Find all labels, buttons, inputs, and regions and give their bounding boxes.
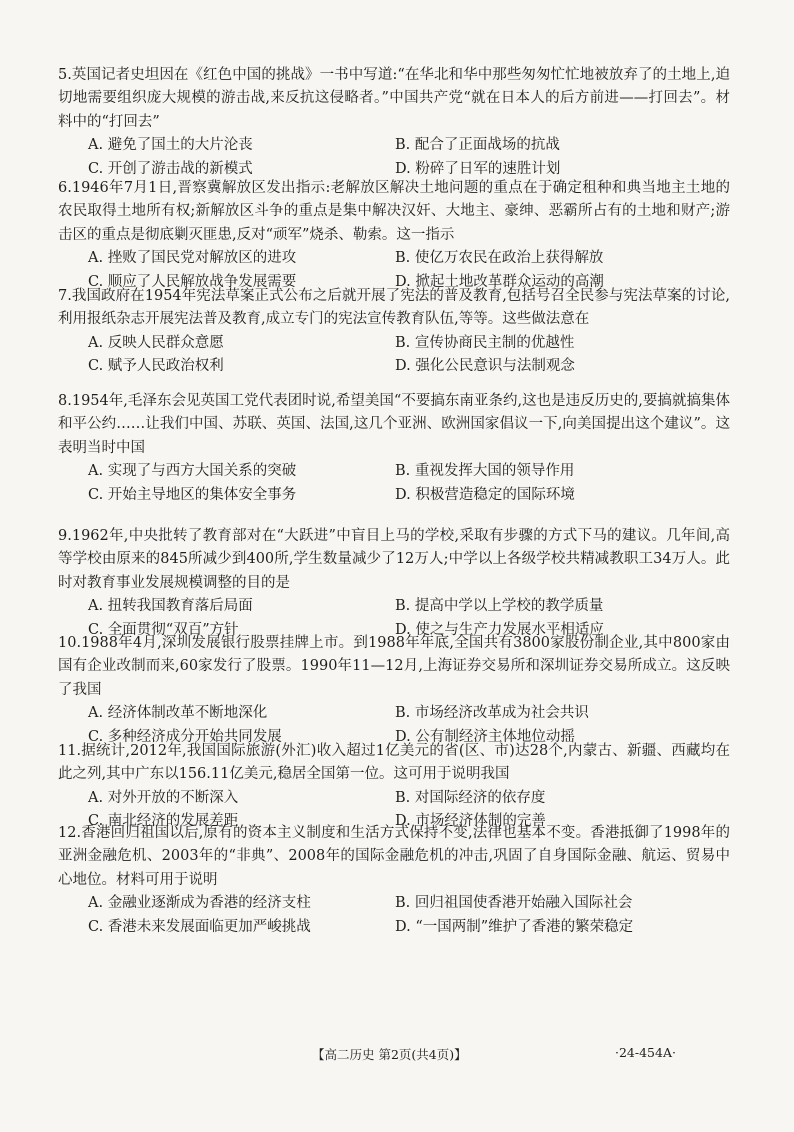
option-b: B. 提高中学以上学校的教学质量 bbox=[395, 598, 604, 615]
question-10 bbox=[58, 632, 730, 749]
question-9 bbox=[58, 525, 730, 642]
question-7 bbox=[58, 285, 730, 379]
option-c: C. 香港未来发展面临更加严峻挑战 bbox=[88, 918, 311, 935]
footer-exam-code: ·24-454A· bbox=[615, 1045, 676, 1060]
option-b: B. 对国际经济的依存度 bbox=[395, 789, 546, 806]
option-b: B. 使亿万农民在政治上获得解放 bbox=[395, 250, 604, 267]
option-a: A. 挫败了国民党对解放区的进攻 bbox=[88, 250, 297, 267]
question-number: 8. bbox=[58, 393, 72, 409]
question-8 bbox=[58, 390, 730, 507]
option-b: B. 配合了正面战场的抗战 bbox=[395, 137, 560, 154]
option-b: B. 回归祖国使香港开始融入国际社会 bbox=[395, 895, 633, 912]
question-text: 据统计,2012年,我国国际旅游(外汇)收入超过1亿美元的省(区、市)达28个,内蒙古、新疆、西藏均在此之列,其中广东以156.11亿美元,稳居全国第一位。这可用于说明我国 bbox=[58, 743, 730, 783]
question-text: 1946年7月1日,晋察冀解放区发出指示:老解放区解决土地问题的重点在于确定租种和典当地主土地的农民取得土地所有权;新解放区斗争的重点是集中解决汉奸、大地主、豪绅、恶霸所占有的土地和财产;游击区的重点是彻底剿灭匪患,反对“顽军”烧杀、勒索。这一指示 bbox=[58, 180, 730, 243]
options bbox=[88, 460, 730, 507]
option-d: D. “一国两制”维护了香港的繁荣稳定 bbox=[395, 918, 634, 935]
option-d: D. 粉碎了日军的速胜计划 bbox=[395, 160, 561, 177]
option-a: A. 实现了与西方大国关系的突破 bbox=[88, 463, 297, 480]
question-stem bbox=[58, 740, 730, 787]
option-b: B. 宣传协商民主制的优越性 bbox=[395, 334, 575, 351]
question-number: 5. bbox=[58, 67, 72, 83]
question-number: 12. bbox=[58, 825, 82, 841]
question-number: 6. bbox=[58, 180, 72, 196]
question-stem bbox=[58, 525, 730, 595]
option-b: B. 市场经济改革成为社会共识 bbox=[395, 705, 589, 722]
options bbox=[88, 134, 730, 181]
option-d: D. 市场经济体制的完善 bbox=[395, 813, 546, 830]
question-6 bbox=[58, 177, 730, 294]
question-number: 11. bbox=[58, 743, 82, 759]
question-stem bbox=[58, 177, 730, 247]
option-c: C. 顺应了人民解放战争发展需要 bbox=[88, 273, 297, 290]
option-a: A. 扭转我国教育落后局面 bbox=[88, 598, 253, 615]
question-text: 1954年,毛泽东会见英国工党代表团时说,希望美国“不要搞东南亚条约,这也是违反历史的,要搞就搞集体和平公约……让我们中国、苏联、英国、法国,这几个亚洲、欧洲国家倡议一下,向美国提出这个建议”。这表明当时中国 bbox=[58, 393, 730, 456]
question-stem bbox=[58, 632, 730, 702]
option-a: A. 对外开放的不断深入 bbox=[88, 789, 239, 806]
option-a: A. 避免了国土的大片沦丧 bbox=[88, 137, 253, 154]
question-text: 1988年4月,深圳发展银行股票挂牌上市。到1988年年底,全国共有3800家股份制企业,其中800家由国有企业改制而来,60家发行了股票。1990年11—12月,上海证券交易所和深圳证券交易所成立。这反映了我国 bbox=[58, 635, 730, 698]
question-stem bbox=[58, 64, 730, 134]
footer-page-label: 【高二历史 第2页(共4页)】 bbox=[312, 1047, 467, 1062]
question-number: 9. bbox=[58, 528, 72, 544]
question-stem bbox=[58, 285, 730, 332]
option-d: D. 掀起土地改革群众运动的高潮 bbox=[395, 273, 604, 290]
option-c: C. 全面贯彻“双百”方针 bbox=[88, 621, 239, 638]
option-d: D. 公有制经济主体地位动摇 bbox=[395, 728, 575, 745]
option-a: A. 反映人民群众意愿 bbox=[88, 334, 224, 351]
question-number: 7. bbox=[58, 288, 72, 304]
question-text: 我国政府在1954年宪法草案正式公布之后就开展了宪法的普及教育,包括号召全民参与宪法草案的讨论,利用报纸杂志开展宪法普及教育,成立专门的宪法宣传教育队伍,等等。这些做法意在 bbox=[58, 288, 730, 328]
question-11 bbox=[58, 740, 730, 834]
option-c: C. 南北经济的发展差距 bbox=[88, 813, 239, 830]
option-c: C. 多种经济成分开始共同发展 bbox=[88, 728, 282, 745]
question-text: 香港回归祖国以后,原有的资本主义制度和生活方式保持不变,法律也基本不变。香港抵御了1998年的亚洲金融危机、2003年的“非典”、2008年的国际金融危机的冲击,巩固了自身国际金融、航运、贸易中心地位。材料可用于说明 bbox=[58, 825, 730, 888]
option-d: D. 使之与生产力发展水平相适应 bbox=[395, 621, 604, 638]
option-c: C. 赋予人民政治权利 bbox=[88, 358, 224, 375]
question-text: 英国记者史坦因在《红色中国的挑战》一书中写道:“在华北和华中那些匆匆忙忙地被放弃了的土地上,迫切地需要组织庞大规模的游击战,来反抗这侵略者。”中国共产党“就在日本人的后方前进——打回去”。材料中的“打回去” bbox=[58, 67, 730, 130]
question-12 bbox=[58, 822, 730, 939]
option-c: C. 开始主导地区的集体安全事务 bbox=[88, 486, 297, 503]
option-c: C. 开创了游击战的新模式 bbox=[88, 160, 253, 177]
options bbox=[88, 332, 730, 379]
question-number: 10. bbox=[58, 635, 82, 651]
option-a: A. 金融业逐渐成为香港的经济支柱 bbox=[88, 895, 311, 912]
option-a: A. 经济体制改革不断地深化 bbox=[88, 705, 268, 722]
option-d: D. 积极营造稳定的国际环境 bbox=[395, 486, 575, 503]
question-5 bbox=[58, 64, 730, 181]
option-d: D. 强化公民意识与法制观念 bbox=[395, 358, 575, 375]
question-stem bbox=[58, 390, 730, 460]
question-text: 1962年,中央批转了教育部对在“大跃进”中盲目上马的学校,采取有步骤的方式下马的建议。几年间,高等学校由原来的845所减少到400所,学生数量减少了12万人;中学以上各级学校共精减教职工34万人。此时对教育事业发展规模调整的目的是 bbox=[58, 528, 730, 591]
options bbox=[88, 892, 730, 939]
option-b: B. 重视发挥大国的领导作用 bbox=[395, 463, 575, 480]
question-stem bbox=[58, 822, 730, 892]
